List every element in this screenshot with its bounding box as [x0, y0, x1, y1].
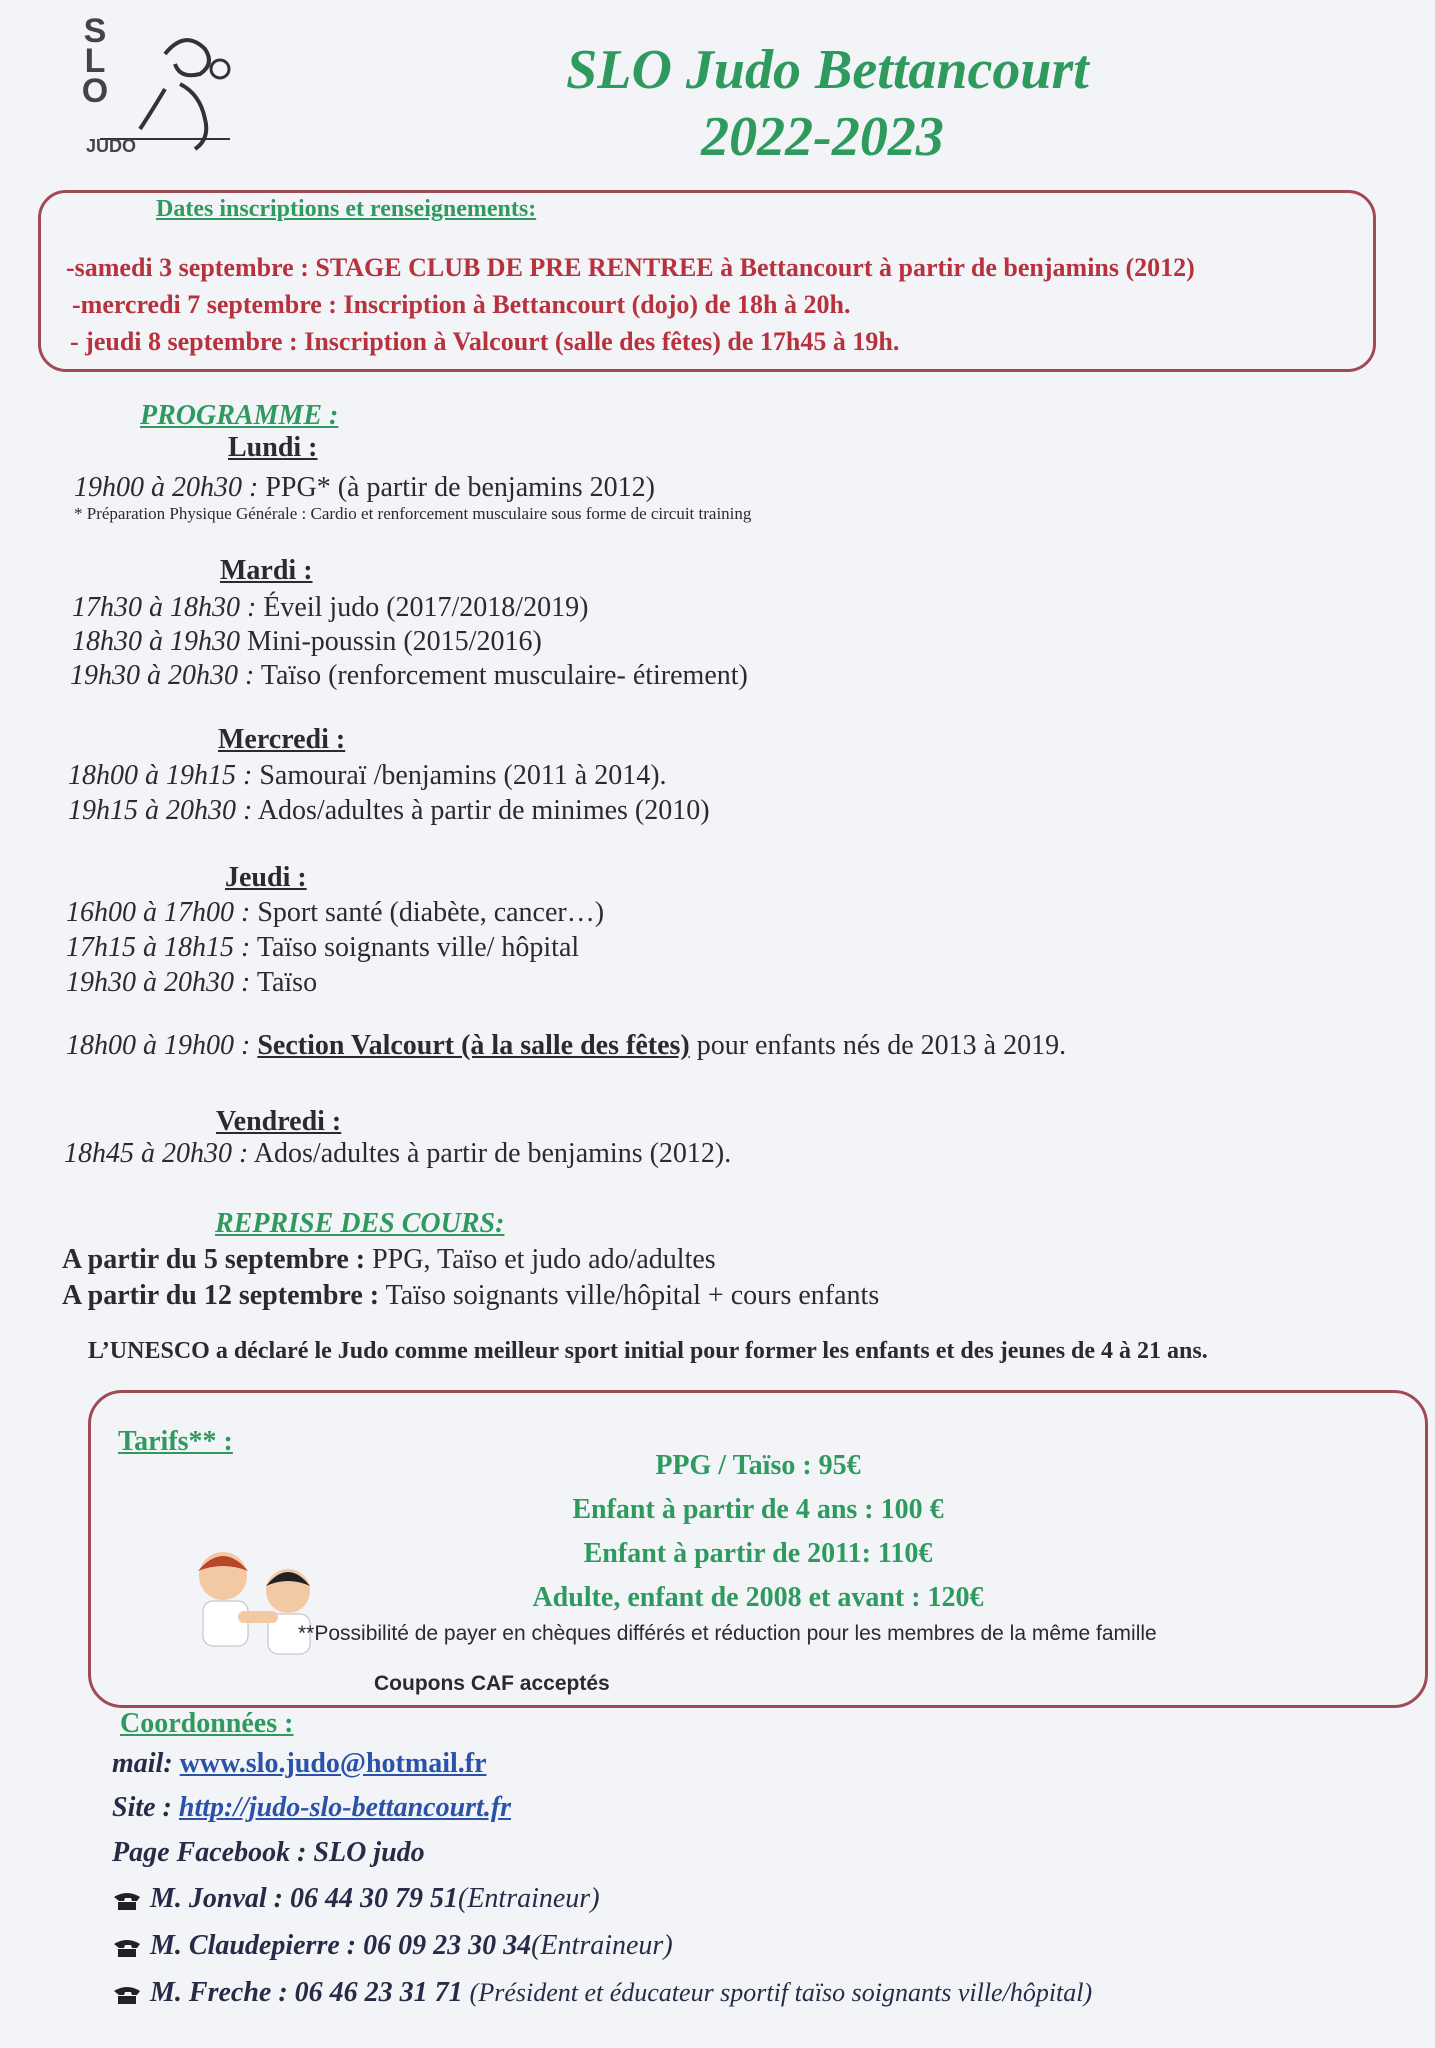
- ppg-note: * Préparation Physique Générale : Cardio et renforcement musculaire sous forme de circuit training: [74, 504, 752, 523]
- page-title: SLO Judo Bettancourt: [566, 39, 1089, 101]
- reprise-line: A partir du 5 septembre : PPG, Taïso et judo ado/adultes: [62, 1244, 716, 1275]
- phone-icon: [112, 1891, 142, 1911]
- programme-heading: PROGRAMME :: [140, 400, 339, 431]
- schedule-line: 17h30 à 18h30 : Éveil judo (2017/2018/2019): [72, 592, 589, 623]
- season: 2022-2023: [701, 106, 944, 168]
- contact-line: M. Freche : 06 46 23 31 71 (Président et éducateur sportif taïso soignants ville/hôpital): [112, 1977, 1092, 2009]
- day-lundi: Lundi :: [228, 432, 318, 463]
- registration-heading: Dates inscriptions et renseignements:: [156, 196, 537, 222]
- coordonnees-heading: Coordonnées :: [120, 1708, 294, 1739]
- site-line: Site : http://judo-slo-bettancourt.fr: [112, 1792, 512, 1823]
- schedule-line: 18h45 à 20h30 : Ados/adultes à partir de benjamins (2012).: [64, 1138, 732, 1169]
- reprise-line: A partir du 12 septembre : Taïso soignants ville/hôpital + cours enfants: [62, 1280, 880, 1311]
- schedule-line: 19h30 à 20h30 : Taïso: [66, 967, 318, 998]
- contact-line: M. Jonval : 06 44 30 79 51(Entraineur): [112, 1883, 600, 1915]
- day-mardi: Mardi :: [220, 555, 313, 586]
- caf-note: Coupons CAF acceptés: [374, 1672, 610, 1695]
- site-link[interactable]: http://judo-slo-bettancourt.fr: [178, 1792, 512, 1823]
- schedule-line: 19h15 à 20h30 : Ados/adultes à partir de minimes (2010): [68, 795, 710, 826]
- registration-line: - jeudi 8 septembre : Inscription à Valcourt (salle des fêtes) de 17h45 à 19h.: [70, 327, 900, 356]
- tarifs-heading: Tarifs** :: [118, 1426, 233, 1457]
- kids-judo-illustration: [178, 1546, 328, 1666]
- day-mercredi: Mercredi :: [218, 724, 346, 755]
- schedule-line: 19h30 à 20h30 : Taïso (renforcement musculaire- étirement): [70, 660, 748, 691]
- price-line: Enfant à partir de 2011: 110€: [583, 1538, 933, 1569]
- phone-icon: [112, 1938, 142, 1958]
- contact-line: M. Claudepierre : 06 09 23 30 34(Entraineur): [112, 1930, 673, 1962]
- price-line: Enfant à partir de 4 ans : 100 €: [572, 1494, 944, 1525]
- schedule-line-valcourt: 18h00 à 19h00 : Section Valcourt (à la salle des fêtes) pour enfants nés de 2013 à 2019.: [66, 1030, 1067, 1061]
- day-jeudi: Jeudi :: [225, 862, 307, 893]
- facebook-line: Page Facebook : SLO judo: [112, 1837, 425, 1868]
- unesco-statement: L’UNESCO a déclaré le Judo comme meilleur sport initial pour former les enfants et des jeunes de 4 à 21 ans.: [88, 1338, 1208, 1364]
- schedule-line: 17h15 à 18h15 : Taïso soignants ville/ hôpital: [66, 932, 580, 963]
- schedule-line: 18h00 à 19h15 : Samouraï /benjamins (2011 à 2014).: [68, 760, 667, 791]
- mail-line: mail: www.slo.judo@hotmail.fr: [112, 1748, 487, 1779]
- registration-line: -mercredi 7 septembre : Inscription à Bettancourt (dojo) de 18h à 20h.: [72, 290, 851, 319]
- logo-subtext: JUDO: [86, 136, 137, 156]
- schedule-line: 19h00 à 20h30 : PPG* (à partir de benjamins 2012): [74, 472, 655, 503]
- logo-text: SLO: [81, 12, 109, 110]
- reprise-heading: REPRISE DES COURS:: [215, 1208, 505, 1239]
- mail-link[interactable]: www.slo.judo@hotmail.fr: [179, 1748, 487, 1779]
- schedule-line: 16h00 à 17h00 : Sport santé (diabète, cancer…): [66, 897, 605, 928]
- schedule-line: 18h30 à 19h30 Mini-poussin (2015/2016): [72, 626, 542, 657]
- day-vendredi: Vendredi :: [216, 1106, 342, 1137]
- price-line: Adulte, enfant de 2008 et avant : 120€: [532, 1582, 984, 1613]
- price-line: PPG / Taïso : 95€: [655, 1450, 861, 1481]
- registration-line: -samedi 3 septembre : STAGE CLUB DE PRE RENTREE à Bettancourt à partir de benjamins (2012): [66, 253, 1195, 282]
- phone-icon: [112, 1985, 142, 2005]
- tarifs-note: **Possibilité de payer en chèques différés et réduction pour les membres de la même famille: [298, 1622, 1157, 1645]
- kids-judo-icon: [178, 1546, 328, 1666]
